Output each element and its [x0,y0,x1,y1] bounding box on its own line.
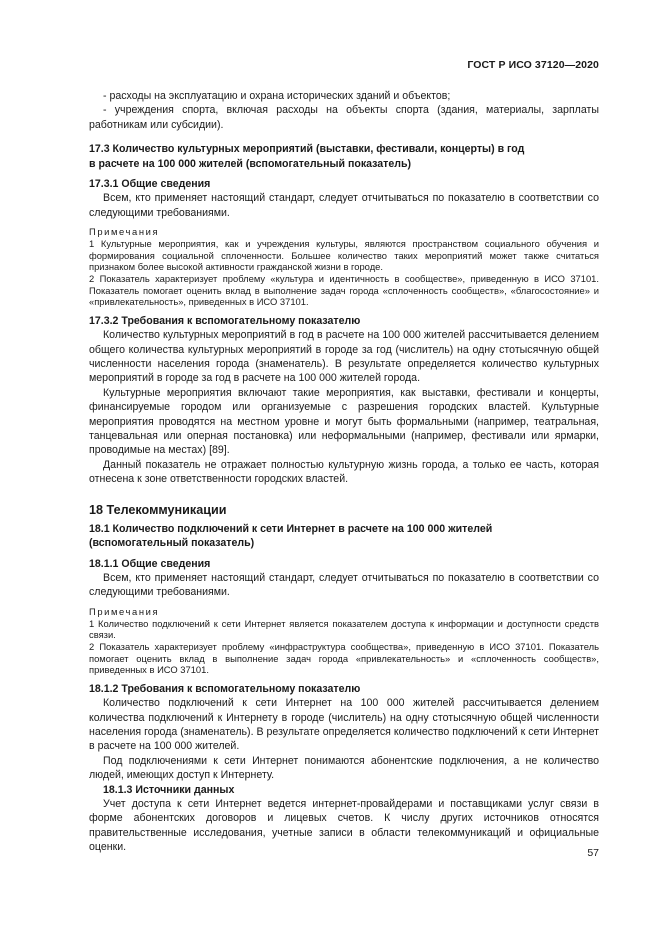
chapter-heading-18: 18 Телекоммуникации [89,502,227,517]
subsection-heading-18-1-2: 18.1.2 Требования к вспомогательному показателю [89,682,361,695]
subsection-heading-17-3-1: 17.3.1 Общие сведения [89,178,211,191]
note: 1 Культурные мероприятия, как и учреждения культуры, являются пространством социального обучения и формирования социальной сплоченности. Большее количество таких мероприятий может также считаться признаком более высокой активности гражданской жизни в городе. [89,238,599,273]
paragraph: Данный показатель не отражает полностью культурную жизнь города, а только ее часть, которая отнесена к зоне ответственности городских властей. [89,458,599,486]
subsection-heading-17-3-2: 17.3.2 Требования к вспомогательному показателю [89,314,361,327]
document-page [89,0,599,935]
page-number: 57 [587,847,599,859]
bullet-item: - расходы на эксплуатацию и охрана исторических зданий и объектов; [103,90,451,102]
notes-title: Примечания [89,605,160,617]
subsection-heading-18-1-1: 18.1.1 Общие сведения [89,557,211,570]
paragraph: Количество культурных мероприятий в год в расчете на 100 000 жителей рассчитывается делением общего количества культурных мероприятий в городе за год (числитель) на одну стотысячную общей численности населения города (знаменатель). В результате определяется количество культурных мероприятий в городе за год в расчете на 100 000 жителей города. [89,329,599,385]
note: 1 Количество подключений к сети Интернет является показателем доступа к информации и доступности средств связи. [89,617,599,641]
running-header: ГОСТ Р ИСО 37120—2020 [467,59,599,71]
paragraph: Всем, кто применяет настоящий стандарт, следует отчитываться по показателю в соответствии со следующими требованиями. [89,571,599,599]
paragraph: Учет доступа к сети Интернет ведется интернет-провайдерами и поставщиками услуг связи в форме абонентских договоров и лицевых счетов. К числу других источников относятся правительственные исследования, учетные записи в области телекоммуникаций и официальные оценки. [89,797,599,854]
note: 2 Показатель характеризует проблему «инфраструктура сообщества», приведенную в ИСО 37101. Показатель помогает оценить вклад в выполнение задач города «привлекательность» и «сплоченность сообществ», приведенных в ИСО 37101. [89,640,599,676]
subsection-heading-18-1-3: 18.1.3 Источники данных [103,783,235,796]
paragraph: Культурные мероприятия включают такие мероприятия, как выставки, фестивали и концерты, финансируемые городом или организуемые с разрешения городских властей. Культурные мероприятия проводятся на местном уровне и могут быть формальными (например, театральная, танцевальная или оперная постановка) или неформальными (например, фестивали или ярмарки, проводимые на местах) [89]. [89,386,599,457]
page-content [89,89,599,855]
paragraph: Под подключениями к сети Интернет понимаются абонентские подключения, а не количество людей, имеющих доступ к Интернету. [89,754,599,782]
paragraph: Количество подключений к сети Интернет на 100 000 жителей рассчитывается делением количества подключений к Интернету в городе (числитель) на одну стотысячную общей численности населения города (знаменатель). В результате определяется количество подключений к сети Интернет в расчете на 100 000 жителей. [89,697,599,753]
paragraph: Всем, кто применяет настоящий стандарт, следует отчитываться по показателю в соответствии со следующими требованиями. [89,192,599,219]
section-heading-17-3: 17.3 Количество культурных мероприятий (выставки, фестивали, концерты) в год в расчете на 100 000 жителей (вспомогательный показатель) [89,143,525,170]
note: 2 Показатель характеризует проблему «культура и идентичность в сообществе», приведенную в ИСО 37101. Показатель помогает оценить вклад в выполнение задач города «сплоченность сообществ», «благосостояние» и «привлекательность», приведенных в ИСО 37101. [89,273,599,308]
notes-title: Примечания [89,226,160,238]
section-heading-18-1: 18.1 Количество подключений к сети Интернет в расчете на 100 000 жителей (вспомогательный показатель) [89,522,493,550]
bullet-item: - учреждения спорта, включая расходы на объекты спорта (здания, материалы, зарплаты работникам или субсидии). [89,104,599,131]
